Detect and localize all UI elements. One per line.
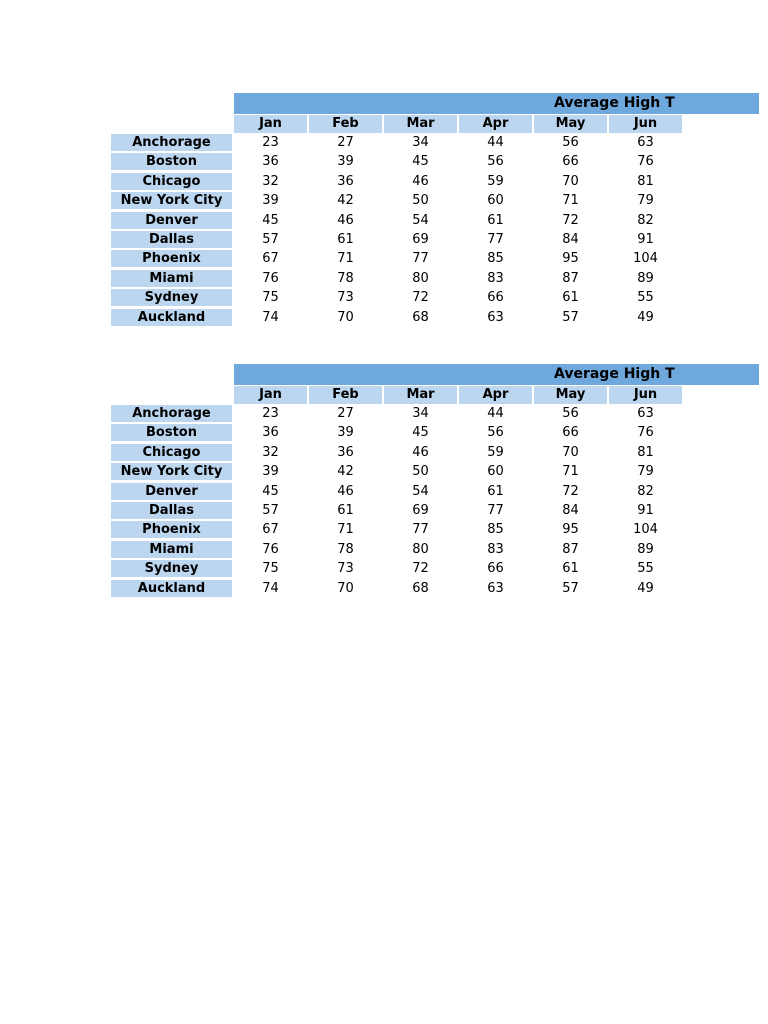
city-label-cell: Miami	[111, 541, 232, 558]
city-label-cell: Sydney	[111, 560, 232, 577]
temperature-value-cell: 36	[262, 425, 279, 441]
temperature-value-cell: 78	[337, 541, 354, 557]
temperature-value-cell: 76	[637, 425, 654, 441]
temperature-value-cell: 57	[262, 232, 279, 247]
temperature-value-cell: 70	[562, 173, 579, 189]
temperature-value-cell: 71	[562, 193, 579, 209]
table-row	[0, 444, 768, 463]
table-title-bar	[234, 93, 759, 114]
temperature-value-cell: 71	[337, 522, 354, 538]
temperature-value-cell: 57	[262, 503, 279, 518]
table-row	[0, 560, 768, 579]
temperature-value-cell: 76	[637, 154, 654, 170]
temperature-value-cell: 61	[337, 232, 354, 247]
temperature-value-cell: 89	[637, 541, 654, 557]
temperature-value-cell: 49	[637, 309, 654, 325]
city-label-cell: Anchorage	[111, 405, 232, 422]
temperature-value-cell: 91	[637, 232, 654, 247]
table-row	[0, 405, 768, 424]
temperature-value-cell: 79	[637, 464, 654, 480]
temperature-value-cell: 70	[337, 580, 354, 596]
temperature-value-cell: 44	[487, 135, 504, 150]
temperature-value-cell: 72	[562, 212, 579, 228]
temperature-value-cell: 50	[412, 464, 429, 480]
temperature-value-cell: 81	[637, 173, 654, 189]
table-row	[0, 424, 768, 443]
table-title: Average High T	[554, 95, 675, 111]
temperature-value-cell: 46	[337, 212, 354, 228]
temperature-value-cell: 63	[487, 580, 504, 596]
temperature-value-cell: 87	[562, 270, 579, 286]
temperature-value-cell: 104	[633, 251, 658, 267]
temperature-value-cell: 23	[262, 406, 279, 421]
temperature-value-cell: 63	[637, 406, 654, 421]
table-row	[0, 270, 768, 289]
temperature-value-cell: 81	[637, 444, 654, 460]
temperature-value-cell: 61	[487, 483, 504, 499]
temperature-value-cell: 69	[412, 503, 429, 518]
temperature-value-cell: 39	[337, 154, 354, 170]
temperature-value-cell: 27	[337, 135, 354, 150]
temperature-value-cell: 56	[487, 425, 504, 441]
temperature-value-cell: 61	[562, 290, 579, 306]
city-label-cell: Auckland	[111, 309, 232, 326]
temperature-value-cell: 46	[337, 483, 354, 499]
temperature-value-cell: 95	[562, 251, 579, 267]
temperature-value-cell: 78	[337, 270, 354, 286]
temperature-value-cell: 39	[337, 425, 354, 441]
month-header-cell: Jun	[609, 386, 682, 404]
temperature-value-cell: 57	[562, 309, 579, 325]
city-label-cell: Phoenix	[111, 521, 232, 538]
temperature-value-cell: 54	[412, 212, 429, 228]
city-label-cell: Auckland	[111, 580, 232, 597]
city-label-cell: Boston	[111, 153, 232, 170]
temperature-value-cell: 55	[637, 290, 654, 306]
temperature-value-cell: 70	[562, 444, 579, 460]
temperature-value-cell: 83	[487, 270, 504, 286]
temperature-value-cell: 45	[412, 154, 429, 170]
city-label-cell: New York City	[111, 463, 232, 480]
table-row	[0, 502, 768, 521]
month-header-cell: Mar	[384, 115, 457, 133]
table-row	[0, 309, 768, 328]
table-row	[0, 212, 768, 231]
temperature-value-cell: 83	[487, 541, 504, 557]
temperature-value-cell: 76	[262, 270, 279, 286]
temperature-value-cell: 87	[562, 541, 579, 557]
month-header-cell: Apr	[459, 386, 532, 404]
temperature-value-cell: 72	[562, 483, 579, 499]
city-label-cell: Chicago	[111, 444, 232, 461]
table-row	[0, 134, 768, 153]
temperature-value-cell: 66	[487, 561, 504, 577]
temperature-value-cell: 44	[487, 406, 504, 421]
temperature-value-cell: 56	[562, 406, 579, 421]
table-row	[0, 521, 768, 540]
temperature-value-cell: 77	[487, 503, 504, 518]
temperature-value-cell: 66	[487, 290, 504, 306]
temperature-value-cell: 66	[562, 154, 579, 170]
city-label-cell: Chicago	[111, 173, 232, 190]
month-header-cell: Apr	[459, 115, 532, 133]
temperature-value-cell: 76	[262, 541, 279, 557]
temperature-value-cell: 85	[487, 522, 504, 538]
city-label-cell: Denver	[111, 212, 232, 229]
city-label-cell: Anchorage	[111, 134, 232, 151]
temperature-value-cell: 75	[262, 561, 279, 577]
temperature-value-cell: 84	[562, 232, 579, 247]
temperature-value-cell: 56	[487, 154, 504, 170]
month-header-cell: May	[534, 115, 607, 133]
table-row	[0, 173, 768, 192]
temperature-value-cell: 54	[412, 483, 429, 499]
temperature-value-cell: 59	[487, 444, 504, 460]
temperature-value-cell: 32	[262, 444, 279, 460]
temperature-value-cell: 61	[562, 561, 579, 577]
temperature-value-cell: 71	[562, 464, 579, 480]
temperature-value-cell: 89	[637, 270, 654, 286]
temperature-value-cell: 50	[412, 193, 429, 209]
table-row	[0, 580, 768, 599]
city-label-cell: Dallas	[111, 231, 232, 248]
temperature-value-cell: 46	[412, 444, 429, 460]
temperature-value-cell: 39	[262, 193, 279, 209]
temperature-value-cell: 61	[337, 503, 354, 518]
temperature-value-cell: 42	[337, 464, 354, 480]
temperature-value-cell: 59	[487, 173, 504, 189]
temperature-value-cell: 36	[337, 444, 354, 460]
temperature-value-cell: 74	[262, 580, 279, 596]
temperature-value-cell: 67	[262, 522, 279, 538]
table-row	[0, 192, 768, 211]
temperature-value-cell: 57	[562, 580, 579, 596]
table-row	[0, 541, 768, 560]
month-header-cell: Feb	[309, 386, 382, 404]
temperature-value-cell: 74	[262, 309, 279, 325]
temperature-value-cell: 45	[412, 425, 429, 441]
temperature-value-cell: 63	[487, 309, 504, 325]
temperature-value-cell: 91	[637, 503, 654, 518]
temperature-value-cell: 85	[487, 251, 504, 267]
temperature-value-cell: 72	[412, 290, 429, 306]
temperature-value-cell: 82	[637, 483, 654, 499]
temperature-value-cell: 39	[262, 464, 279, 480]
temperature-value-cell: 72	[412, 561, 429, 577]
city-label-cell: Sydney	[111, 289, 232, 306]
city-label-cell: Boston	[111, 424, 232, 441]
temperature-value-cell: 34	[412, 135, 429, 150]
month-header-cell: Feb	[309, 115, 382, 133]
city-label-cell: New York City	[111, 192, 232, 209]
month-header-cell: Jan	[234, 386, 307, 404]
month-header-cell: Jan	[234, 115, 307, 133]
table-row	[0, 289, 768, 308]
temperature-value-cell: 69	[412, 232, 429, 247]
table-row	[0, 153, 768, 172]
table-row	[0, 250, 768, 269]
temperature-value-cell: 75	[262, 290, 279, 306]
temperature-value-cell: 104	[633, 522, 658, 538]
temperature-value-cell: 32	[262, 173, 279, 189]
temperature-value-cell: 34	[412, 406, 429, 421]
temperature-value-cell: 77	[412, 522, 429, 538]
temperature-value-cell: 82	[637, 212, 654, 228]
temperature-value-cell: 46	[412, 173, 429, 189]
temperature-value-cell: 80	[412, 270, 429, 286]
temperature-value-cell: 95	[562, 522, 579, 538]
temperature-value-cell: 84	[562, 503, 579, 518]
temperature-value-cell: 68	[412, 580, 429, 596]
temperature-value-cell: 42	[337, 193, 354, 209]
city-label-cell: Phoenix	[111, 250, 232, 267]
city-label-cell: Denver	[111, 483, 232, 500]
temperature-value-cell: 79	[637, 193, 654, 209]
temperature-value-cell: 63	[637, 135, 654, 150]
temperature-value-cell: 77	[412, 251, 429, 267]
temperature-value-cell: 61	[487, 212, 504, 228]
temperature-value-cell: 56	[562, 135, 579, 150]
temperature-value-cell: 23	[262, 135, 279, 150]
temperature-value-cell: 27	[337, 406, 354, 421]
temperature-value-cell: 60	[487, 193, 504, 209]
temperature-value-cell: 55	[637, 561, 654, 577]
temperature-value-cell: 49	[637, 580, 654, 596]
temperature-value-cell: 67	[262, 251, 279, 267]
temperature-value-cell: 73	[337, 561, 354, 577]
temperature-value-cell: 66	[562, 425, 579, 441]
temperature-value-cell: 80	[412, 541, 429, 557]
month-header-cell: Mar	[384, 386, 457, 404]
temperature-value-cell: 45	[262, 212, 279, 228]
temperature-value-cell: 36	[262, 154, 279, 170]
temperature-value-cell: 45	[262, 483, 279, 499]
temperature-value-cell: 60	[487, 464, 504, 480]
table-title: Average High T	[554, 366, 675, 382]
temperature-value-cell: 68	[412, 309, 429, 325]
month-header-cell: May	[534, 386, 607, 404]
table-title-bar	[234, 364, 759, 385]
table-row	[0, 463, 768, 482]
temperature-value-cell: 77	[487, 232, 504, 247]
temperature-value-cell: 71	[337, 251, 354, 267]
temperature-value-cell: 70	[337, 309, 354, 325]
table-row	[0, 483, 768, 502]
table-row	[0, 231, 768, 250]
month-header-cell: Jun	[609, 115, 682, 133]
city-label-cell: Dallas	[111, 502, 232, 519]
temperature-value-cell: 73	[337, 290, 354, 306]
city-label-cell: Miami	[111, 270, 232, 287]
temperature-value-cell: 36	[337, 173, 354, 189]
